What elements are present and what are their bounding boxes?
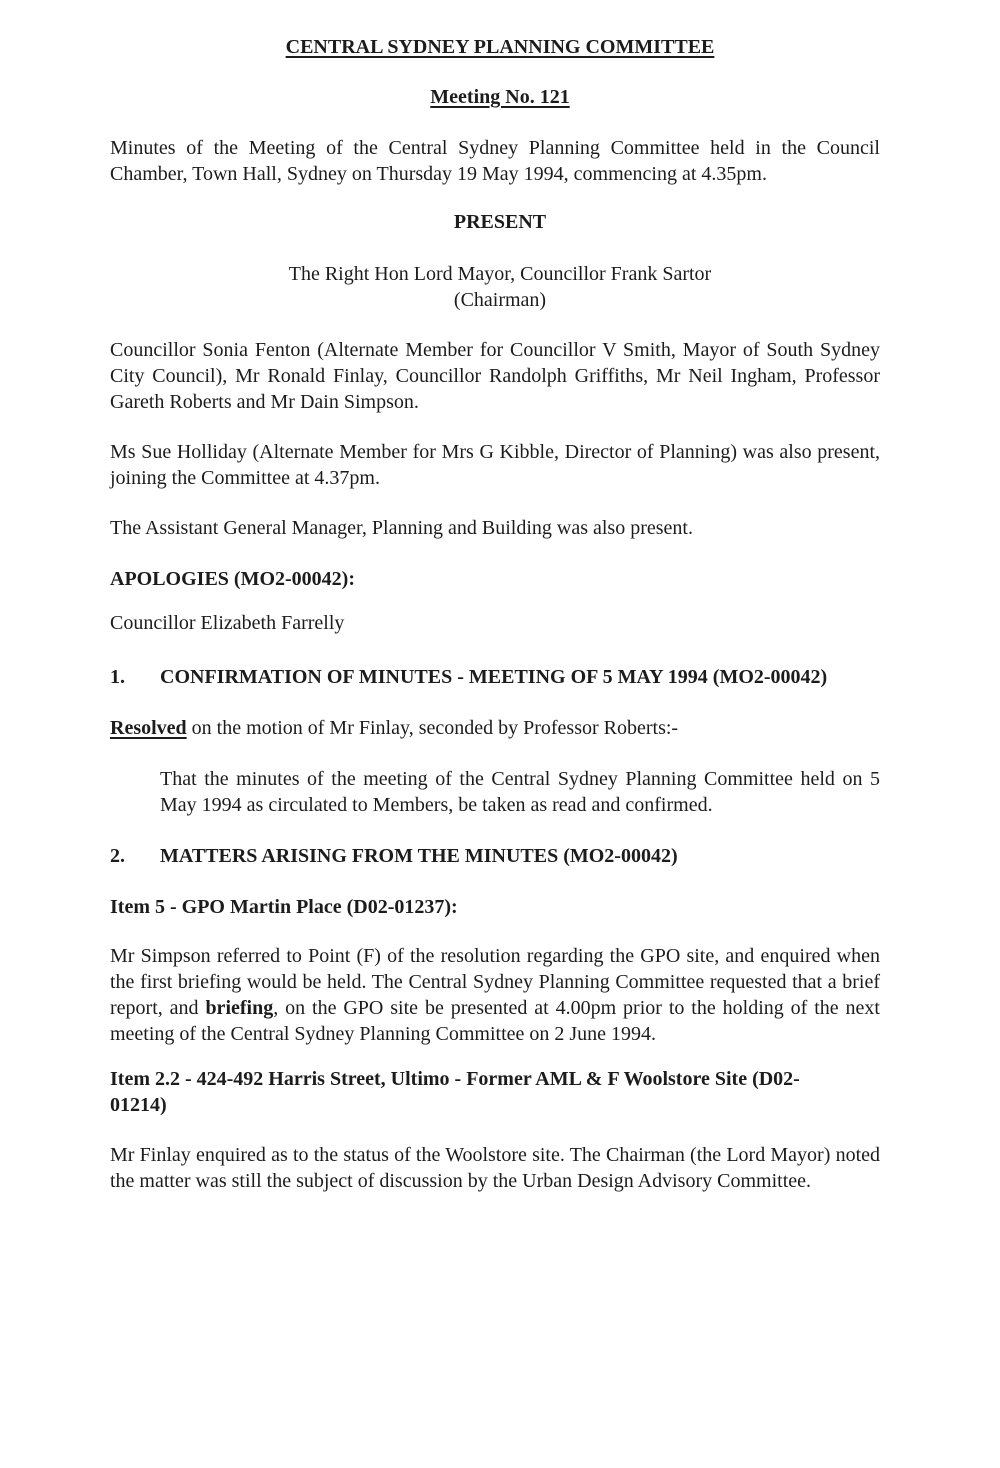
item-5-text-a: Mr Simpson referred to Point (F) of the resolution regarding the GPO site, and enquired when the first briefing would be held. The Central Sydney Planning Committee requested that a brief report, and [110,945,880,1019]
meeting-number: Meeting No. 121 [430,86,570,108]
chairman-line [0,261,1000,313]
item-2-2-paragraph: Mr Finlay enquired as to the status of the Woolstore site. The Chairman (the Lord Mayor) noted the matter was still the subject of discussion by the Urban Design Advisory Committee. [110,1144,880,1192]
section-2-title: MATTERS ARISING FROM THE MINUTES (MO2-00042) [160,845,678,867]
item-2-2-heading-line1: Item 2.2 - 424-492 Harris Street, Ultimo - Former AML & F Woolstore Site (D02- [110,1068,800,1090]
apologies-heading: APOLOGIES (MO2-00042): [110,568,355,590]
section-1-heading [110,664,910,690]
resolved-rest: on the motion of Mr Finlay, seconded by Professor Roberts:- [186,717,679,739]
apologies-text: Councillor Elizabeth Farrelly [110,612,345,634]
motion-paragraph: That the minutes of the meeting of the Central Sydney Planning Committee held on 5 May 1994 as circulated to Members, be taken as read and confirmed. [160,768,880,816]
document-title: CENTRAL SYDNEY PLANNING COMMITTEE [285,36,715,58]
intro-paragraph: Minutes of the Meeting of the Central Sydney Planning Committee held in the Council Chamber, Town Hall, Sydney on Thursday 19 May 1994, commencing at 4.35pm. [110,137,880,185]
section-1-title: CONFIRMATION OF MINUTES - MEETING OF 5 MAY 1994 (MO2-00042) [160,666,828,688]
chairman-role: (Chairman) [453,289,547,311]
present-heading: PRESENT [453,211,547,233]
item-5-heading: Item 5 - GPO Martin Place (D02-01237): [110,896,458,918]
section-1-number: 1. [110,666,125,688]
item-2-2-heading [110,1066,910,1118]
item-5-text-b: , on the GPO site be presented at 4.00pm prior to the holding of the next meeting of the Central Sydney Planning Committee on 2 June 1994. [110,997,880,1045]
members-paragraph: Councillor Sonia Fenton (Alternate Member for Councillor V Smith, Mayor of South Sydney City Council), Mr Ronald Finlay, Councillor Randolph Griffiths, Mr Neil Ingham, Professor Gareth Roberts and Mr Dain Simpson. [110,339,880,413]
section-2-number: 2. [110,845,125,867]
resolved-word: Resolved [110,717,187,739]
item-5-paragraph [110,943,880,1047]
assistant-paragraph: The Assistant General Manager, Planning and Building was also present. [110,517,693,539]
chairman-name: The Right Hon Lord Mayor, Councillor Frank Sartor [288,263,712,285]
item-2-2-heading-line2: 01214) [110,1094,167,1116]
holliday-paragraph: Ms Sue Holliday (Alternate Member for Mrs G Kibble, Director of Planning) was also present, joining the Committee at 4.37pm. [110,441,880,489]
item-5-bold: briefing [205,997,274,1019]
section-2-heading [110,843,910,869]
resolved-paragraph [110,715,880,741]
